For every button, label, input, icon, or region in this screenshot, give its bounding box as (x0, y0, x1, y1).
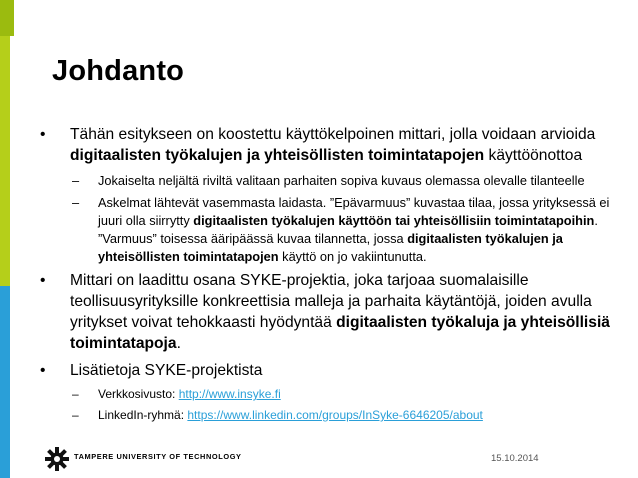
bullet-text: Tähän esitykseen on koostettu käyttökelpoinen mittari, jolla voidaan arvioida (70, 126, 596, 143)
tut-logo-icon (44, 446, 70, 477)
sub-bullet-item (40, 385, 620, 403)
dash-icon: – (72, 408, 79, 422)
sub-bullet-item (40, 194, 620, 266)
website-link[interactable]: http://www.insyke.fi (178, 387, 281, 401)
slide-date: 15.10.2014 (491, 453, 539, 464)
dash-icon: – (72, 387, 79, 401)
accent-bar-top (0, 0, 14, 36)
bullet-text: käyttöönottoa (484, 147, 583, 164)
sub-bullet-text: . ”Varmuus” toisessa ääripäässä kuvaa tilannetta, jossa (98, 213, 598, 246)
sub-bullet-bold-text: digitaalisten työkalujen ja yhteisöllisten toimintatapojen (98, 231, 563, 264)
bullet-dot-icon: • (40, 362, 46, 379)
dash-icon: – (72, 195, 80, 210)
bullet-text: Lisätietoja SYKE-projektista (70, 362, 263, 379)
sub-bullet-text: käyttö on jo vakiintunutta. (278, 249, 427, 264)
slide-content (40, 124, 620, 427)
bullet-dot-icon: • (40, 272, 46, 289)
accent-bar-blue (0, 286, 10, 478)
link-label: LinkedIn-ryhmä: (98, 408, 188, 422)
bullet-text: Mittari on laadittu osana SYKE-projektia, joka tarjoaa suomalaisille teollisuusyrityksille konkreettisia malleja ja parhaita käytäntöjä, joiden avulla yritykset voivat tehokkaasti hyödyntää (70, 272, 592, 331)
bullet-item (40, 270, 620, 354)
sub-bullet-text: Askelmat lähtevät vasemmasta laidasta. ”Epävarmuus” kuvastaa tilaa, jossa yrityksessä ei juuri olla siirrytty (98, 195, 610, 228)
link-label: Verkkosivusto: (98, 387, 179, 401)
accent-bar-green (0, 36, 10, 286)
linkedin-link[interactable]: https://www.linkedin.com/groups/InSyke-6646205/about (187, 408, 483, 422)
bullet-item (40, 124, 620, 166)
slide-title: Johdanto (52, 55, 185, 87)
bullet-bold-text: digitaalisten työkaluja ja yhteisöllisiä toimintatapoja (70, 314, 610, 352)
sub-bullet-item (40, 406, 620, 424)
sub-bullet-bold-text: digitaalisten työkalujen käyttöön tai yhteisöllisiin toimintatapoihin (193, 213, 595, 228)
bullet-dot-icon: • (40, 126, 46, 143)
bullet-text: . (176, 335, 181, 352)
sub-bullet-item (40, 172, 620, 190)
university-name: TAMPERE UNIVERSITY OF TECHNOLOGY (74, 452, 242, 461)
sub-bullet-text: Jokaiselta neljältä riviltä valitaan parhaiten sopiva kuvaus olemassa olevalle tilanteelle (98, 173, 585, 188)
bullet-bold-text: digitaalisten työkalujen ja yhteisöllisten toimintatapojen (70, 147, 485, 164)
bullet-item (40, 360, 620, 381)
dash-icon: – (72, 173, 80, 188)
